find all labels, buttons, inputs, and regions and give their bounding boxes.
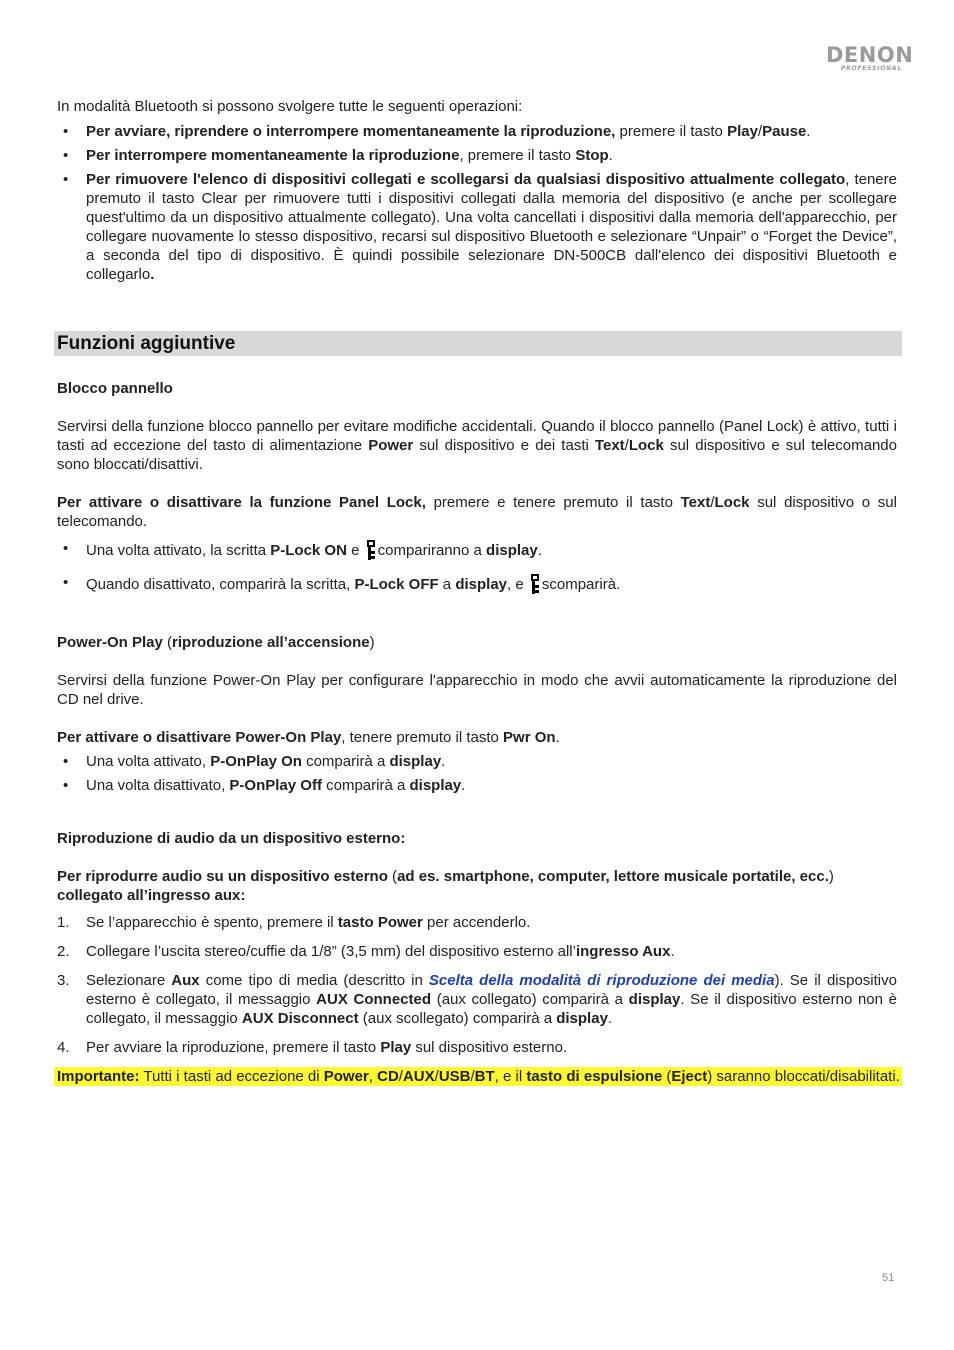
list-item: 2. Collegare l’uscita stereo/cuffie da 1/8” (3,5 mm) del dispositivo esterno all’ingresso Aux. — [57, 943, 675, 960]
panel-lock-heading: Blocco pannello — [57, 380, 173, 397]
list-item: 4. Per avviare la riproduzione, premere il tasto Play sul dispositivo esterno. — [57, 1039, 568, 1056]
list-item: • Una volta disattivato, P-OnPlay Off comparirà a display. — [57, 776, 897, 795]
section-header — [54, 331, 902, 356]
media-mode-link[interactable]: Scelta della modalità di riproduzione dei media — [428, 972, 775, 989]
panel-lock-desc: Servirsi della funzione blocco pannello per evitare modifiche accidentali. Quando il blocco pannello (Panel Lock) è attivo, tutti i tasti ad eccezione del tasto di alimentazione Power sul dispositivo e dei tasti Text/Lock sul dispositivo e sul telecomando sono bloccati/disattivi. — [57, 418, 897, 473]
panel-lock-list — [57, 539, 897, 595]
power-on-heading: Power-On Play (riproduzione all’accensione) — [57, 634, 375, 651]
aux-heading: Riproduzione di audio da un dispositivo esterno: — [57, 830, 406, 847]
list-item: 1. Se l’apparecchio è spento, premere il tasto Power per accenderlo. — [57, 914, 531, 931]
page-content — [57, 97, 900, 1086]
power-on-list — [57, 752, 897, 795]
page-number: 51 — [882, 1272, 895, 1284]
brand-sub: PROFESSIONAL — [840, 65, 902, 72]
power-on-desc: Servirsi della funzione Power-On Play per configurare l'apparecchio in modo che avvii automaticamente la riproduzione del CD nel drive. — [57, 672, 897, 708]
section-title: Funzioni aggiuntive — [57, 333, 236, 354]
aux-steps — [57, 913, 897, 1057]
list-item: • Per interrompere momentaneamente la riproduzione, premere il tasto Stop. — [57, 146, 897, 165]
list-item: 3. Selezionare Aux come tipo di media (descritto in Scelta della modalità di riproduzione dei media). Se il dispositivo esterno è collegato, il messaggio AUX Connected (aux collegato) comparirà a display. Se il dispositivo esterno non è collegato, il messaggio AUX Disconnect (aux scollegato) comparirà a display. — [57, 972, 898, 1027]
lock-icon — [366, 539, 376, 561]
important-note: Importante: Tutti i tasti ad eccezione di Power, CD/AUX/USB/BT, e il tasto di espulsione (Eject) saranno bloccati/disabilitati. — [54, 1067, 902, 1086]
bt-list — [57, 122, 897, 284]
list-item: • Una volta attivato, P-OnPlay On comparirà a display. — [57, 752, 897, 771]
brand-name: DENON — [826, 43, 914, 67]
list-item: • Per avviare, riprendere o interrompere momentaneamente la riproduzione, premere il tasto Play/Pause. — [57, 122, 897, 141]
lock-icon — [530, 573, 540, 595]
aux-intro: Per riprodurre audio su un dispositivo esterno (ad es. smartphone, computer, lettore musicale portatile, ecc.) collegato all’ingresso aux: — [57, 868, 834, 904]
list-item: • Per rimuovere l'elenco di dispositivi collegati e scollegarsi da qualsiasi dispositivo attualmente collegato, tenere premuto il tasto Clear per rimuovere tutti i dispositivi collegati dalla memoria del dispositivo (e anche per scollegare quest'ultimo da un dispositivo attualmente collegato). Una volta cancellati i dispositivi dalla memoria dell'apparecchio, per collegare nuovamente lo stesso dispositivo, recarsi sul dispositivo Bluetooth e selezionare “Unpair” o “Forget the Device”, a seconda del tipo di dispositivo. È quindi possibile selezionare DN-500CB dall'elenco dei dispositivi Bluetooth e collegarlo. — [57, 170, 897, 284]
list-item: • Quando disattivato, comparirà la scritta, P-Lock OFF a display, e scomparirà. — [57, 573, 897, 595]
bt-intro: In modalità Bluetooth si possono svolgere tutte le seguenti operazioni: — [57, 98, 523, 115]
panel-lock-instruction: Per attivare o disattivare la funzione Panel Lock, premere e tenere premuto il tasto Text/Lock sul dispositivo o sul telecomando. — [57, 494, 897, 530]
power-on-instruction: Per attivare o disattivare Power-On Play, tenere premuto il tasto Pwr On. — [57, 729, 560, 746]
list-item: • Una volta attivato, la scritta P-Lock ON e compariranno a display. — [57, 539, 897, 561]
brand-logo — [826, 43, 914, 72]
